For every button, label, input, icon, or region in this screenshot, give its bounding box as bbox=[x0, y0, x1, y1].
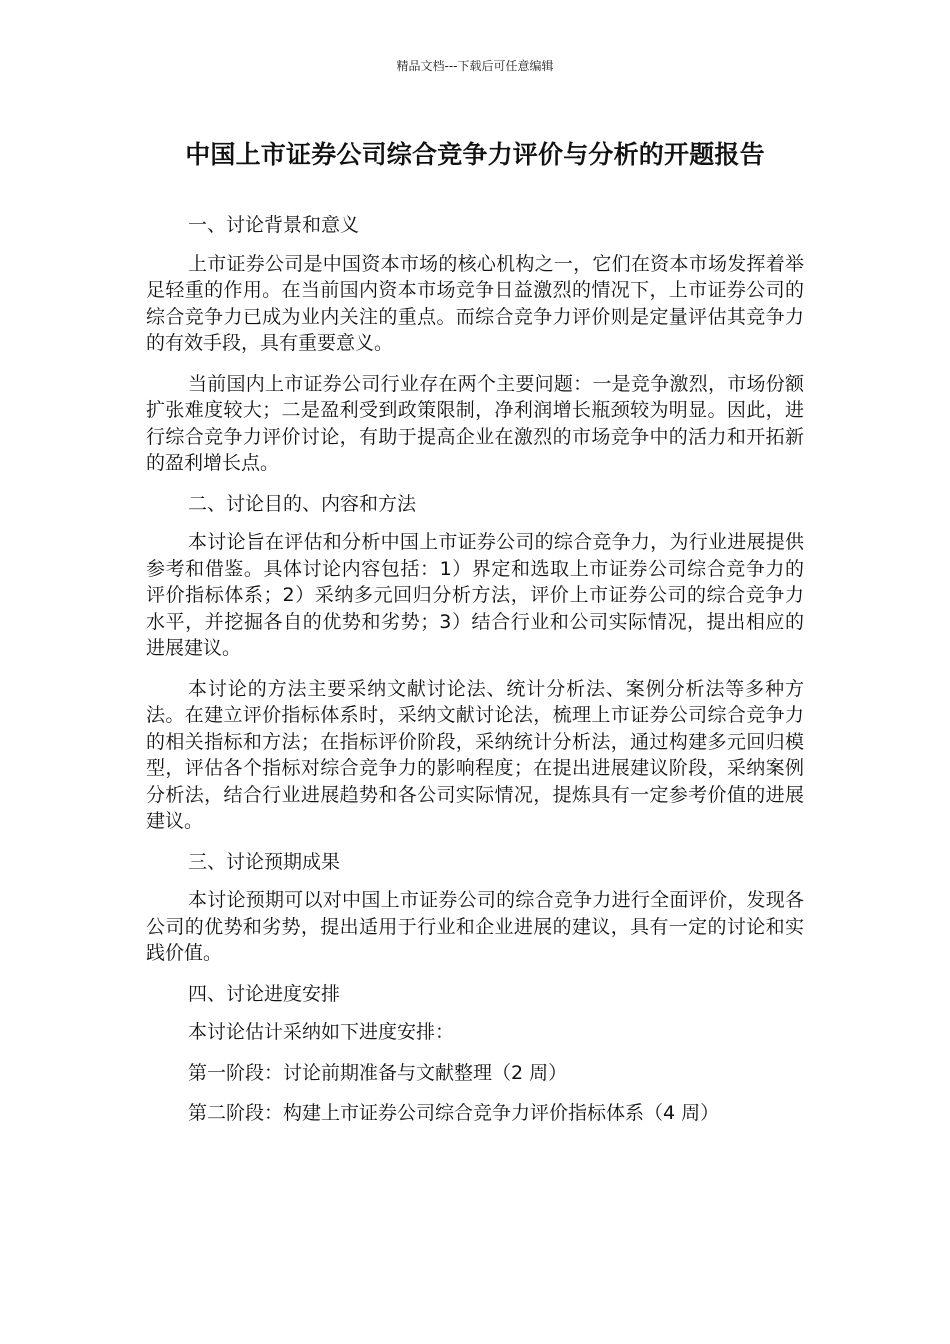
document-title: 中国上市证券公司综合竞争力评价与分析的开题报告 bbox=[185, 140, 765, 169]
section-heading-schedule: 四、讨论进度安排 bbox=[188, 982, 341, 1005]
body-paragraph: 上市证券公司是中国资本市场的核心机构之一，它们在资本市场发挥着举足轻重的作用。在当前国内资本市场竞争日益激烈的情况下，上市证券公司的综合竞争力已成为业内关注的重点。而综合竞争力评价则是定量评估其竞争力的有效手段，具有重要意义。 bbox=[146, 252, 804, 354]
body-paragraph: 本讨论旨在评估和分析中国上市证券公司的综合竞争力，为行业进展提供参考和借鉴。具体讨论内容包括：1）界定和选取上市证券公司综合竞争力的评价指标体系；2）采纳多元回归分析方法，评价上市证券公司的综合竞争力水平，并挖掘各自的优势和劣势；3）结合行业和公司实际情况，提出相应的进展建议。 bbox=[146, 531, 804, 659]
schedule-stage-2: 第二阶段：构建上市证券公司综合竞争力评价指标体系（4 周） bbox=[188, 1102, 720, 1124]
body-paragraph: 本讨论估计采纳如下进度安排： bbox=[188, 1021, 455, 1043]
body-paragraph: 本讨论预期可以对中国上市证券公司的综合竞争力进行全面评价，发现各公司的优势和劣势，提出适用于行业和企业进展的建议，具有一定的讨论和实践价值。 bbox=[146, 889, 804, 964]
document-body bbox=[146, 212, 804, 1141]
body-paragraph: 当前国内上市证券公司行业存在两个主要问题：一是竞争激烈，市场份额扩张难度较大；二是盈利受到政策限制，净利润增长瓶颈较为明显。因此，进行综合竞争力评价讨论，有助于提高企业在激烈的市场竞争中的活力和开拓新的盈利增长点。 bbox=[146, 372, 804, 474]
section-heading-outcomes: 三、讨论预期成果 bbox=[188, 850, 341, 873]
section-heading-purpose: 二、讨论目的、内容和方法 bbox=[188, 492, 417, 515]
header-note: 精品文档---下载后可任意编辑 bbox=[396, 59, 554, 73]
body-paragraph: 本讨论的方法主要采纳文献讨论法、统计分析法、案例分析法等多种方法。在建立评价指标体系时，采纳文献讨论法，梳理上市证券公司综合竞争力的相关指标和方法；在指标评价阶段，采纳统计分析法，通过构建多元回归模型，评估各个指标对综合竞争力的影响程度；在提出进展建议阶段，采纳案例分析法，结合行业进展趋势和各公司实际情况，提炼具有一定参考价值的进展建议。 bbox=[146, 677, 804, 832]
schedule-stage-1: 第一阶段：讨论前期准备与文献整理（2 周） bbox=[188, 1061, 568, 1084]
section-heading-background: 一、讨论背景和意义 bbox=[188, 214, 360, 236]
